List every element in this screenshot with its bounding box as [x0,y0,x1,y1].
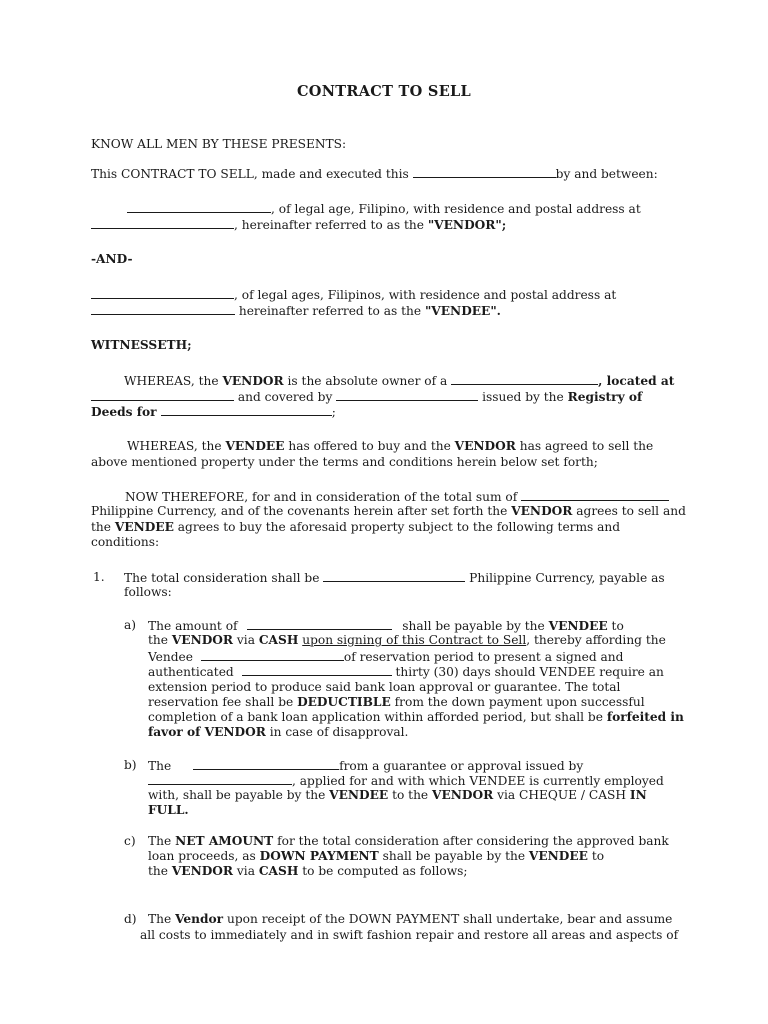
bank-blank [193,758,339,770]
sub-a-line-5: extension period to produce said bank loan approval or guarantee. The total [148,680,621,694]
location-blank [91,389,234,401]
total-sum-blank [521,489,669,501]
sub-b-line-2: , applied for and with which VENDEE is currently employed [148,773,664,789]
sub-c-line-2: loan proceeds, as DOWN PAYMENT shall be payable by the VENDEE to [148,849,605,863]
witnesseth-heading: WITNESSETH; [91,338,192,352]
vendor-address-blank [91,217,234,229]
sub-c-line-1: The NET AMOUNT for the total consideration after considering the approved bank [148,834,669,848]
whereas1-line-1: WHEREAS, the VENDOR is the absolute owner of a , located at [124,374,675,388]
sub-d-line-1: The Vendor upon receipt of the DOWN PAYMENT shall undertake, bear and assume [148,912,673,926]
item1-line-2: follows: [124,585,172,599]
whereas1-line-3: Deeds for ; [91,405,336,419]
amount-blank [247,618,392,630]
sub-c-label: c) [124,834,136,848]
sub-a-line-7: completion of a bank loan application within afforded period, but shall be forfeited in [148,710,684,724]
vendee-line-2: hereinafter referred to as the "VENDEE". [91,303,501,319]
sub-c-line-3: the VENDOR via CASH to be computed as follows; [148,864,468,878]
sub-a-line-8: favor of VENDOR in case of disapproval. [148,725,409,739]
vendee-line-1: , of legal ages, Filipinos, with residence and postal address at [91,287,676,303]
now-line-3: the VENDEE agrees to buy the aforesaid property subject to the following terms and [91,520,621,534]
now-line-4: conditions: [91,535,160,549]
page-title: CONTRACT TO SELL [296,83,472,100]
item1-line-1: The total consideration shall be Philippine Currency, payable as [124,571,665,585]
sub-b-line-3: with, shall be payable by the VENDEE to the VENDOR via CHEQUE / CASH IN [148,788,647,802]
know-all-line: KNOW ALL MEN BY THESE PRESENTS: [91,137,347,151]
consideration-blank [323,570,465,582]
authenticated-blank [242,664,392,676]
vendor-line-2: , hereinafter referred to as the "VENDOR"; [91,217,506,233]
whereas1-line-2: and covered by issued by the Registry of [91,389,642,405]
whereas2-line-1: WHEREAS, the VENDEE has offered to buy and the VENDOR has agreed to sell the [127,439,654,453]
sub-a-line-3: Vendee of reservation period to present a signed and [148,650,624,664]
vendor-name-blank [127,201,271,213]
sub-b-line-1: The from a guarantee or approval issued by [148,759,584,773]
now-line-1: NOW THEREFORE, for and in consideration of the total sum of [125,489,669,505]
made-executed-line: This CONTRACT TO SELL, made and executed this by and between: [91,167,658,181]
reservation-blank [201,649,344,661]
whereas2-line-2: above mentioned property under the terms and conditions herein below set forth; [91,455,598,469]
title-blank [336,389,478,401]
sub-b-line-4: FULL. [148,803,189,817]
sub-d-label: d) [124,912,137,926]
date-blank [413,166,556,178]
now-line-2: Philippine Currency, and of the covenants herein after set forth the VENDOR agrees to sell and [91,504,686,518]
vendor-line-1: , of legal age, Filipino, with residence and postal address at [127,201,675,217]
registry-blank [161,404,332,416]
employer-blank [148,773,292,785]
item-number: 1. [93,570,105,584]
sub-a-line-6: reservation fee shall be DEDUCTIBLE from the down payment upon successful [148,695,645,709]
and-separator: -AND- [91,252,133,266]
sub-a-line-1: The amount of shall be payable by the VENDEE to [148,619,624,633]
sub-a-line-4: authenticated thirty (30) days should VENDEE require an [148,665,664,679]
vendee-address-blank [91,303,235,315]
sub-d-line-2: all costs to immediately and in swift fashion repair and restore all areas and aspects of [140,928,679,942]
sub-b-label: b) [124,758,137,772]
sub-a-line-2: the VENDOR via CASH upon signing of this Contract to Sell, thereby affording the [148,633,666,647]
sub-a-label: a) [124,618,137,632]
vendee-name-blank [91,287,234,299]
property-blank [451,373,598,385]
